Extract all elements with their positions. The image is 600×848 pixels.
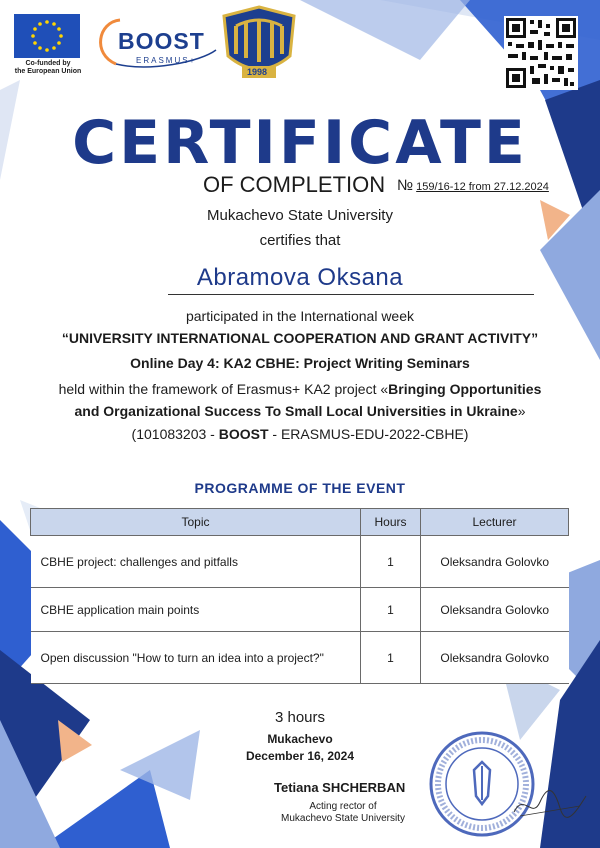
- city: Mukachevo: [267, 732, 333, 746]
- table-row: [31, 588, 569, 632]
- column-hours: Hours: [361, 509, 421, 536]
- number-value: 159/16-12 from 27.12.2024: [416, 181, 549, 193]
- code-suffix: - ERASMUS-EDU-2022-CBHE): [268, 426, 469, 442]
- day-title: Online Day 4: KA2 CBHE: Project Writing Seminars: [130, 355, 470, 371]
- column-lecturer: Lecturer: [421, 509, 569, 536]
- table-header-row: [31, 509, 569, 536]
- row-topic: Open discussion "How to turn an idea into a project?": [31, 632, 361, 684]
- table-row: [31, 536, 569, 588]
- seal-year: 1998: [247, 67, 268, 77]
- certifies-text: certifies that: [259, 232, 341, 249]
- row-topic: CBHE project: challenges and pitfalls: [31, 536, 361, 588]
- signature-mark: [510, 782, 590, 822]
- number-symbol: №: [397, 177, 414, 194]
- total-hours: 3 hours: [274, 709, 326, 726]
- date: December 16, 2024: [245, 749, 355, 763]
- recipient-name: Abramova Oksana: [196, 264, 404, 291]
- event-title: “UNIVERSITY INTERNATIONAL COOPERATION AND GRANT ACTIVITY”: [61, 330, 539, 346]
- row-lecturer: Oleksandra Golovko: [421, 632, 569, 684]
- code-prefix: (101083203 -: [131, 426, 219, 442]
- boost-logo: [90, 14, 220, 70]
- signer-role-line1: Acting rector of: [309, 801, 377, 812]
- recipient-underline: [168, 294, 534, 295]
- framework-text: [0, 378, 600, 422]
- certificate-title: CERTIFICATE: [72, 108, 528, 178]
- project-name-b: and Organizational Success To Small Local Universities in Ukraine: [74, 403, 518, 419]
- eu-flag-logo: [14, 14, 80, 58]
- project-code: [0, 426, 600, 442]
- certificate-subtitle: OF COMPLETION: [203, 172, 386, 197]
- eu-cofunded-text: [8, 60, 88, 76]
- row-lecturer: Oleksandra Golovko: [421, 588, 569, 632]
- framework-suffix: »: [517, 403, 526, 419]
- project-name-a: Bringing Opportunities: [388, 381, 542, 397]
- programme-table: [30, 508, 569, 684]
- row-hours: 1: [361, 536, 421, 588]
- eu-text-line1: Co-funded by: [25, 60, 71, 67]
- eu-text-line2: the European Union: [14, 68, 82, 75]
- signer-name: Tetiana SHCHERBAN: [274, 780, 406, 795]
- qr-code-icon: [504, 16, 578, 90]
- certificate-number: [397, 177, 549, 194]
- row-topic: CBHE application main points: [31, 588, 361, 632]
- row-hours: 1: [361, 588, 421, 632]
- table-row: [31, 632, 569, 684]
- row-lecturer: Oleksandra Golovko: [421, 536, 569, 588]
- framework-prefix: held within the framework of Erasmus+ KA2 project «: [58, 381, 389, 397]
- column-topic: Topic: [31, 509, 361, 536]
- row-hours: 1: [361, 632, 421, 684]
- issuer-name: Mukachevo State University: [207, 207, 393, 224]
- signer-role-line2: Mukachevo State University: [281, 813, 405, 824]
- qr-code[interactable]: [504, 16, 578, 90]
- boost-word: BOOST: [118, 28, 205, 54]
- code-bold: BOOST: [218, 426, 269, 442]
- programme-heading: PROGRAMME OF THE EVENT: [194, 480, 406, 496]
- university-seal-logo: [216, 4, 302, 84]
- participated-text: participated in the International week: [185, 308, 415, 324]
- boost-erasmus-text: ERASMUS+: [136, 56, 197, 65]
- eu-stars-icon: [14, 14, 80, 58]
